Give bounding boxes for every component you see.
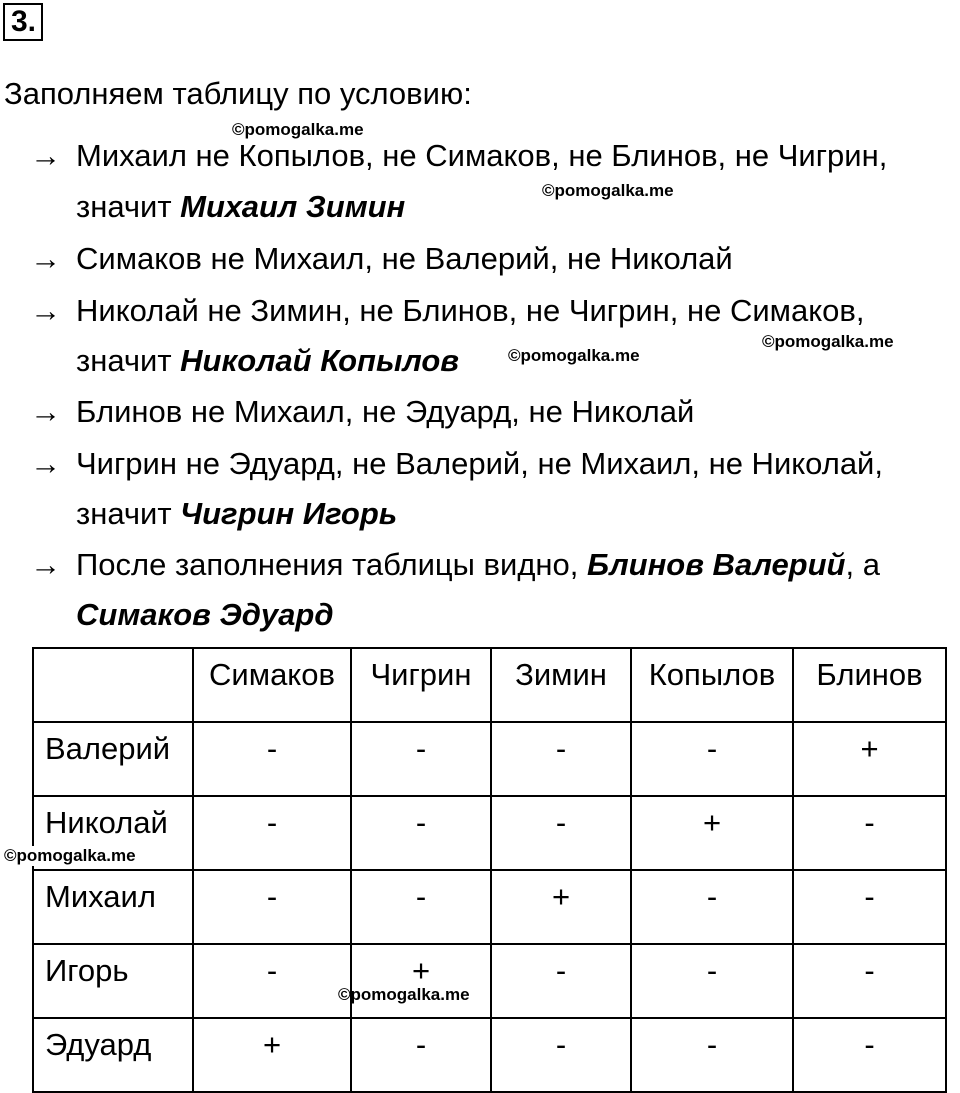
table-cell: - [491,1018,631,1092]
arrow-icon: → [30,241,61,276]
table-cell: - [193,944,351,1018]
table-row [33,870,946,944]
conclusion-prefix: значит [76,189,181,224]
statement-4 [30,394,694,430]
table-row [33,1018,946,1092]
table-row [33,796,946,870]
statement-6-bold: Блинов Валерий [587,547,846,582]
arrow-icon: → [30,446,61,481]
statement-6 [30,547,880,583]
table-cell: - [491,796,631,870]
column-header: Зимин [491,648,631,722]
intro-text: Заполняем таблицу по условию: [4,76,472,111]
column-header: Копылов [631,648,793,722]
arrow-icon: → [30,293,61,328]
arrow-icon: → [30,138,61,173]
watermark: ©pomogalka.me [232,120,364,139]
watermark: ©pomogalka.me [508,346,640,365]
statement-6-suffix: , а [845,547,880,582]
statement-4-text: Блинов не Михаил, не Эдуард, не Николай [76,394,695,429]
table-cell: - [193,796,351,870]
watermark: ©pomogalka.me [762,332,894,351]
table-cell: - [351,1018,491,1092]
table-row [33,944,946,1018]
statement-1-text: Михаил не Копылов, не Симаков, не Блинов, не Чигрин, [76,138,888,173]
table-cell: + [491,870,631,944]
watermark: ©pomogalka.me [338,985,470,1004]
table-cell: + [631,796,793,870]
table-cell: - [793,944,946,1018]
arrow-icon: → [30,547,61,582]
table-cell: - [793,796,946,870]
table-cell: - [631,870,793,944]
table-cell: - [491,722,631,796]
column-header: Чигрин [351,648,491,722]
watermark: ©pomogalka.me [4,846,136,865]
table-cell: - [631,722,793,796]
statement-5-conclusion [76,496,397,532]
statement-1-conclusion [76,189,405,225]
table-cell: - [631,1018,793,1092]
conclusion-bold: Михаил Зимин [180,189,406,224]
statement-6-conclusion [76,597,334,633]
table-cell: - [351,870,491,944]
table-row [33,722,946,796]
table-cell: - [351,796,491,870]
statement-3-conclusion [76,343,459,379]
table-cell: - [793,870,946,944]
table-cell: - [351,722,491,796]
row-header: Валерий [33,722,193,796]
table-corner [33,648,193,722]
table-cell: - [193,870,351,944]
conclusion-bold: Николай Копылов [180,343,459,378]
statement-2 [30,241,733,277]
statement-1 [30,138,887,174]
table-cell: + [793,722,946,796]
task-number: 3. [3,3,43,41]
answer-table [32,647,947,1093]
statement-3-text: Николай не Зимин, не Блинов, не Чигрин, не Симаков, [76,293,865,328]
table-cell: - [491,944,631,1018]
table-cell: - [193,722,351,796]
arrow-icon: → [30,394,61,429]
table-cell: + [351,944,491,1018]
table-header-row [33,648,946,722]
column-header: Симаков [193,648,351,722]
statement-2-text: Симаков не Михаил, не Валерий, не Николай [76,241,733,276]
row-header: Игорь [33,944,193,1018]
conclusion-bold: Чигрин Игорь [180,496,398,531]
conclusion-prefix: значит [76,343,181,378]
row-header: Михаил [33,870,193,944]
statement-5-text: Чигрин не Эдуард, не Валерий, не Михаил, не Николай, [76,446,883,481]
table-cell: - [793,1018,946,1092]
statement-3 [30,293,864,329]
row-header: Эдуард [33,1018,193,1092]
conclusion-prefix: значит [76,496,181,531]
statement-5 [30,446,883,482]
conclusion-bold: Симаков Эдуард [76,597,334,632]
table-cell: - [631,944,793,1018]
table-cell: + [193,1018,351,1092]
row-header: Николай [33,796,193,870]
statement-6-prefix: После заполнения таблицы видно, [76,547,588,582]
column-header: Блинов [793,648,946,722]
watermark: ©pomogalka.me [542,181,674,200]
